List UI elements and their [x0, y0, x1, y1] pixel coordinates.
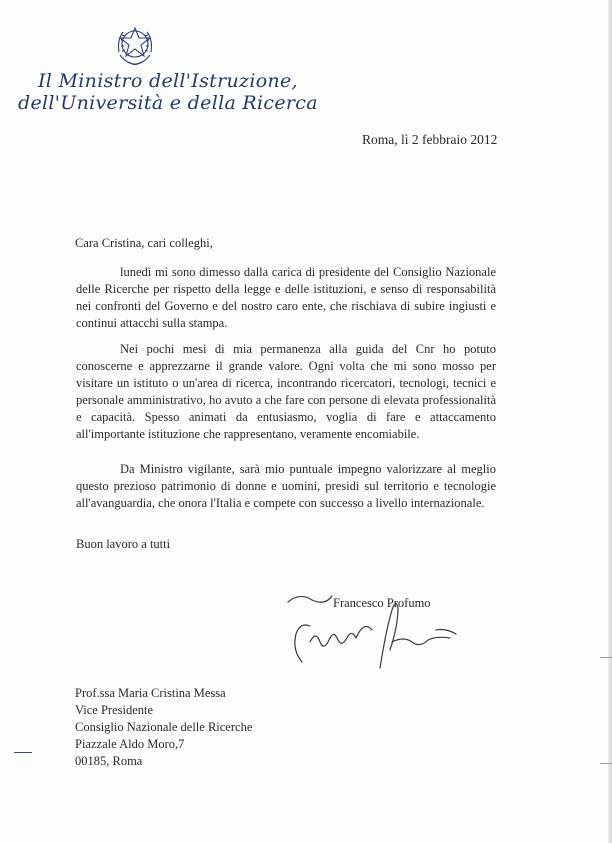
salutation: Cara Cristina, cari colleghi,	[75, 236, 213, 250]
page-edge-shadow	[608, 0, 612, 843]
addressee-line: 00185, Roma	[75, 754, 143, 768]
closing-line: Buon lavoro a tutti	[76, 537, 171, 551]
letterhead-line-2: dell'Università e della Ricerca	[18, 92, 318, 114]
addressee-line: Vice Presidente	[75, 703, 154, 717]
addressee-line: Piazzale Aldo Moro,7	[75, 737, 185, 751]
margin-print-code	[0, 636, 14, 726]
margin-mark	[14, 752, 32, 753]
edge-tick	[600, 763, 612, 764]
body-paragraph-2: Nei pochi mesi di mia permanenza alla guida del Cnr ho potuto conoscerne e apprezzarne il grande valore. Ogni volta che mi sono mosso per visitare un istituto o un'area di ricerca, incontrando ricercatori, tecnologi, tecnici e personale amministrativo, ho avuto a che fare con persone di elevata professionalità e capacità. Spesso animati da entusiasmo, voglia di fare e attaccamento all'importante istituzione che rappresentano, veramente encomiabile.	[76, 342, 496, 441]
letterhead	[18, 70, 318, 114]
addressee-line: Prof.ssa Maria Cristina Messa	[75, 686, 226, 700]
body-paragraph-3: Da Ministro vigilante, sarà mio puntuale impegno valorizzare al meglio questo prezioso patrimonio di donne e uomini, presidi sul territorio e tecnologie all'avanguardia, che onora l'Italia e compete con successo a livello internazionale.	[76, 462, 496, 510]
addressee-block	[75, 685, 252, 770]
letter-date: Roma, lì 2 febbraio 2012	[362, 132, 498, 147]
body-paragraph-1: lunedì mi sono dimesso dalla carica di presidente del Consiglio Nazionale delle Ricerche per rispetto della legge e delle istituzioni, e senso di responsabilità nei confronti del Governo e del nostro caro ente, che rischiava di subire ingiusti e continui attacchi sulla stampa.	[76, 265, 496, 330]
signatory-name: Francesco Profumo	[333, 596, 431, 610]
italian-republic-emblem-icon	[113, 22, 157, 68]
letterhead-line-1: Il Ministro dell'Istruzione,	[38, 70, 298, 92]
edge-tick	[600, 657, 612, 658]
addressee-line: Consiglio Nazionale delle Ricerche	[75, 720, 253, 734]
